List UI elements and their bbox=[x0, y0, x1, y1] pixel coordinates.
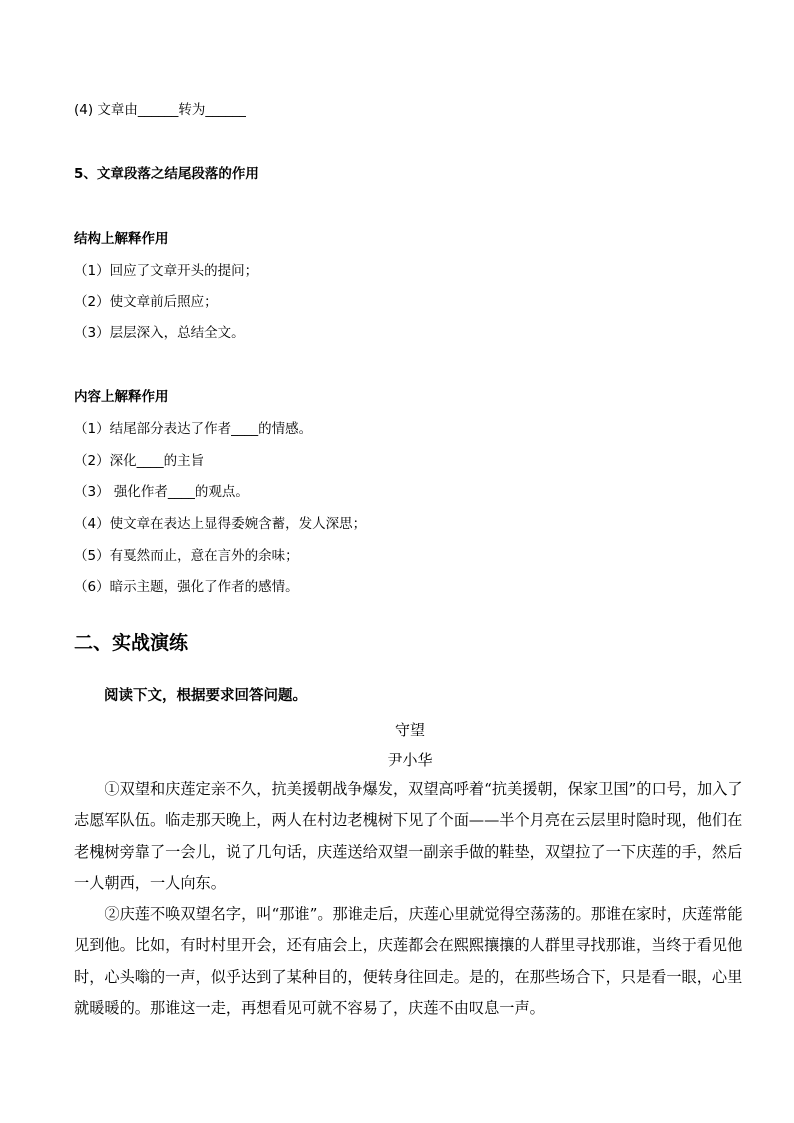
content-heading: 内容上解释作用 bbox=[74, 389, 169, 405]
structure-item-1: （1）回应了文章开头的提问； bbox=[74, 263, 259, 279]
content-item-3: （3） 强化作者____的观点。 bbox=[74, 484, 249, 500]
content-item-6: （6）暗示主题，强化了作者的感情。 bbox=[74, 579, 299, 595]
article-paragraph-2: ②庆莲不唤双望名字，叫“那谁”。那谁走后，庆莲心里就觉得空荡荡的。那谁在家时，庆莲常能见到他。比如，有时村里开会，还有庙会上，庆莲都会在熙熙攘攘的人群里寻找那谁，当终于看见他时，心头嗡的一声，似乎达到了某种目的，便转身往回走。是的，在那些场合下，只是看一眼，心里就暖暖的。那谁这一走，再想看见可就不容易了，庆莲不由叹息一声。 bbox=[74, 905, 743, 1018]
structure-item-3: （3）层层深入，总结全文。 bbox=[74, 325, 245, 341]
article-paragraph-1: ①双望和庆莲定亲不久，抗美援朝战争爆发，双望高呼着“抗美援朝，保家卫国”的口号，加入了志愿军队伍。临走那天晚上，两人在村边老槐树下见了个面——半个月亮在云层里时隐时现，他们在老槐树旁靠了一会儿，说了几句话，庆莲送给双望一副亲手做的鞋垫，双望拉了一下庆莲的手，然后一人朝西，一人向东。 bbox=[74, 780, 743, 892]
structure-heading: 结构上解释作用 bbox=[74, 231, 169, 247]
content-item-5: （5）有戛然而止，意在言外的余味； bbox=[74, 548, 299, 564]
fill-blank-item-4: (4) 文章由______转为______ bbox=[74, 102, 246, 118]
structure-item-2: （2）使文章前后照应； bbox=[74, 294, 218, 310]
reading-instruction: 阅读下文，根据要求回答问题。 bbox=[104, 688, 307, 704]
section-2-title: 二、实战演练 bbox=[74, 632, 189, 654]
content-item-1: （1）结尾部分表达了作者____的情感。 bbox=[74, 421, 313, 437]
section-5-heading: 5、文章段落之结尾段落的作用 bbox=[74, 166, 259, 182]
article-title: 守望 bbox=[394, 721, 425, 739]
article-body bbox=[74, 774, 746, 1024]
content-item-4: （4）使文章在表达上显得委婉含蓄，发人深思； bbox=[74, 516, 367, 532]
article-author: 尹小华 bbox=[387, 751, 433, 769]
content-item-2: （2）深化____的主旨 bbox=[74, 453, 205, 469]
